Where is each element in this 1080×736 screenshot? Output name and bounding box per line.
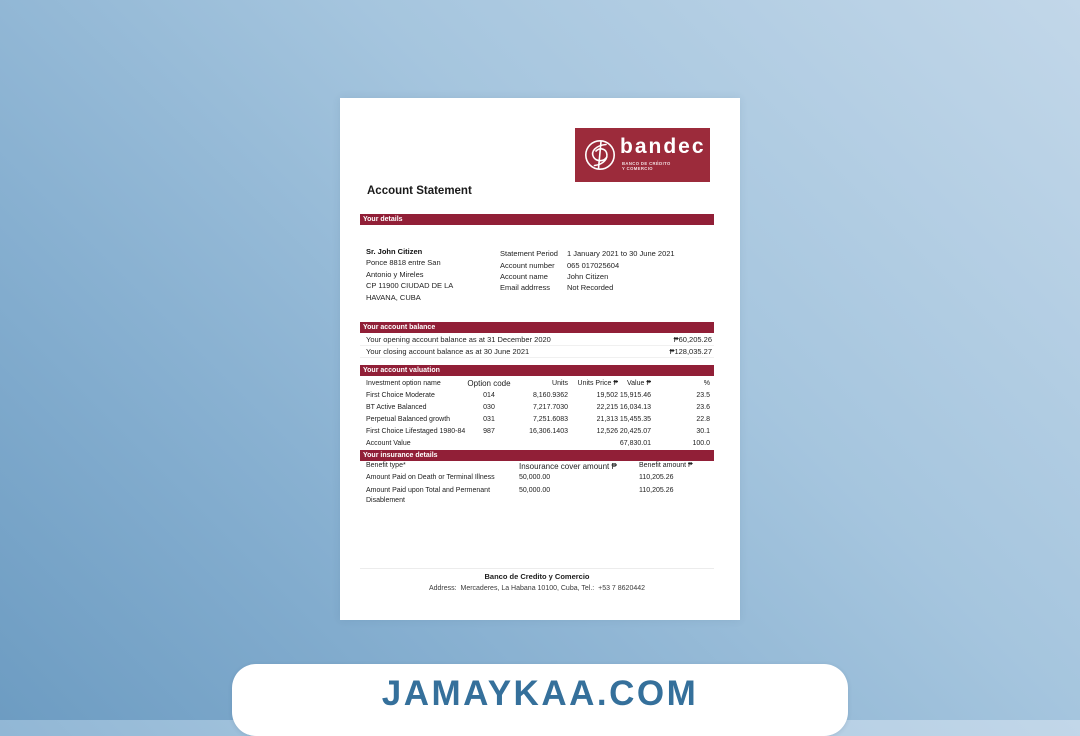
insurance-header: Benefit type* (366, 462, 406, 469)
field-label: Account name (500, 271, 548, 281)
benefit-amount: 110,205.26 (639, 474, 674, 481)
valuation-header: % (703, 379, 710, 387)
total-percent: 100.0 (692, 439, 710, 447)
option-name: BT Active Balanced (366, 403, 427, 411)
balance-row-closing (360, 346, 714, 358)
watermark-bar (232, 664, 848, 736)
balance-label: Your opening account balance as at 31 December 2020 (366, 335, 551, 344)
section-bar-your-details: Your details (360, 214, 714, 225)
balance-label: Your closing account balance as at 30 June 2021 (366, 347, 530, 356)
valuation-row (360, 425, 714, 437)
field-value: 1 January 2021 to 30 June 2021 (567, 249, 675, 259)
customer-address-line: Ponce 8818 entre San (366, 258, 441, 268)
bandec-mark-icon (582, 137, 618, 173)
customer-address-line: CP 11900 CIUDAD DE LA (366, 281, 454, 291)
field-row (500, 282, 675, 293)
units: 8,160.9362 (532, 391, 568, 399)
units: 7,251.6083 (532, 415, 568, 423)
insurance-header: Benefit amount ₱ (639, 462, 693, 469)
footer-bank-name: Banco de Credito y Comercio (484, 572, 590, 581)
watermark-text: JAMAYKAA.COM (381, 674, 699, 713)
valuation-header-row (360, 377, 714, 389)
footer-divider (360, 568, 714, 569)
section-bar-account-balance: Your account balance (360, 322, 714, 333)
value: 20,425.07 (619, 427, 651, 435)
field-label: Account number (500, 260, 555, 270)
insurance-row (360, 474, 714, 481)
option-code: 987 (483, 427, 495, 435)
customer-name: Sr. John Citizen (366, 247, 423, 256)
valuation-header: Units Price ₱ (577, 379, 618, 387)
units: 16,306.1403 (529, 427, 568, 435)
value: 16,034.13 (619, 403, 651, 411)
value: 15,455.35 (619, 415, 651, 423)
value: 15,915.46 (619, 391, 651, 399)
option-code: 014 (483, 391, 495, 399)
balance-value: ₱60,205.26 (673, 335, 712, 344)
bandec-wordmark: bandec (620, 135, 706, 158)
units-price: 19,502 (596, 391, 618, 399)
valuation-header: Option code (467, 378, 511, 388)
customer-address-block (366, 246, 453, 303)
bandec-tagline-line1: BANCO DE CRÉDITO (622, 161, 671, 166)
insurance-row (360, 486, 714, 505)
page-title: Account Statement (367, 185, 472, 197)
bandec-tagline (622, 161, 671, 171)
section-bar-insurance-details: Your insurance details (360, 450, 714, 461)
valuation-header: Value ₱ (627, 379, 651, 387)
units: 7,217.7030 (532, 403, 568, 411)
percent: 30.1 (696, 427, 710, 435)
field-label: Statement Period (500, 249, 558, 259)
option-name: First Choice Moderate (366, 391, 435, 399)
customer-address-line: Antonio y Mireles (366, 269, 424, 279)
footer-address: Address: Mercaderes, La Habana 10100, Cuba, Tel.: +53 7 8620442 (428, 585, 646, 592)
percent: 22.8 (696, 415, 710, 423)
field-row (500, 259, 675, 270)
balance-value: ₱128,035.27 (669, 347, 712, 356)
bandec-logo (575, 128, 710, 182)
option-name: First Choice Lifestaged 1980-84 (366, 427, 466, 435)
valuation-row (360, 401, 714, 413)
valuation-row (360, 389, 714, 401)
units-price: 21,313 (596, 415, 618, 423)
valuation-total-row (360, 437, 714, 449)
percent: 23.6 (696, 403, 710, 411)
cover-amount: 50,000.00 (519, 487, 551, 494)
benefit-type: Amount Paid on Death or Terminal Illness (366, 474, 495, 481)
valuation-header: Units (552, 379, 568, 387)
option-name: Perpetual Balanced growth (366, 415, 451, 423)
field-value: Not Recorded (567, 283, 614, 293)
percent: 23.5 (696, 391, 710, 399)
units-price: 22,215 (596, 403, 618, 411)
balance-row-opening (360, 334, 714, 346)
option-code: 030 (483, 403, 495, 411)
statement-fields (500, 248, 675, 294)
statement-document (340, 98, 740, 620)
insurance-header: Insourance cover amount ₱ (519, 462, 617, 471)
field-row (500, 271, 675, 282)
bandec-tagline-line2: Y COMERCIO (622, 166, 653, 172)
units-price: 12,526 (596, 427, 618, 435)
valuation-row (360, 413, 714, 425)
insurance-header-row (360, 462, 714, 473)
field-value: John Citizen (567, 271, 609, 281)
customer-address-line: HAVANA, CUBA (366, 292, 421, 302)
field-value: 065 017025604 (567, 260, 620, 270)
benefit-type: Amount Paid upon Total and Permenant Disablement (366, 487, 491, 504)
benefit-amount: 110,205.26 (639, 487, 674, 494)
field-row (500, 248, 675, 259)
field-label: Email addrress (500, 283, 551, 293)
total-value: 67,830.01 (619, 439, 651, 447)
valuation-header: Investment option name (366, 379, 441, 387)
section-bar-account-valuation: Your account valuation (360, 365, 714, 376)
total-label: Account Value (366, 439, 411, 447)
option-code: 031 (483, 415, 495, 423)
cover-amount: 50,000.00 (519, 474, 551, 481)
